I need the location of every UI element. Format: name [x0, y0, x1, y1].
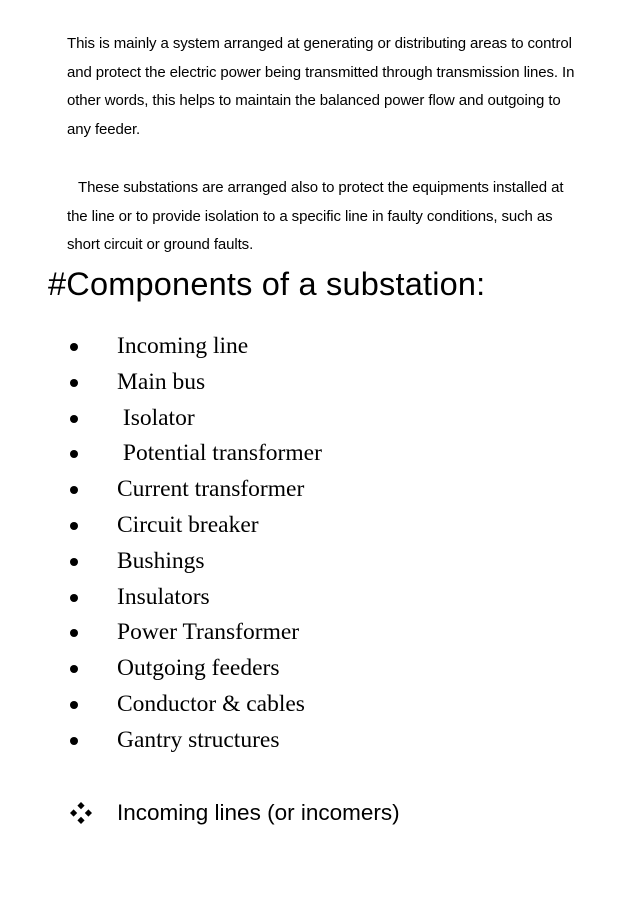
list-item-label: Incoming line — [117, 333, 249, 359]
list-item — [0, 435, 638, 471]
bullet-icon — [70, 343, 78, 351]
list-item — [0, 686, 638, 722]
list-item-label: Bushings — [117, 547, 205, 574]
list-item — [0, 507, 638, 543]
bullet-icon — [70, 629, 78, 637]
list-item-label: Gantry structures — [117, 726, 280, 753]
bullet-icon — [70, 486, 78, 494]
subheading-label: Incoming lines (or incomers) — [117, 800, 400, 825]
protection-paragraph: These substations are arranged also to protect the equipments installed at the line or to provide isolation to a specific line in faulty conditions, such as short circuit or ground faults. — [67, 179, 564, 253]
list-item-label: Current transformer — [117, 476, 305, 503]
list-item — [0, 722, 638, 758]
list-item — [0, 650, 638, 686]
list-item-label: Insulators — [117, 583, 210, 610]
list-item — [0, 579, 638, 615]
bullet-icon — [70, 737, 78, 745]
list-item-label: Main bus — [117, 368, 206, 395]
list-item-label: Power Transformer — [117, 619, 300, 646]
bullet-icon — [70, 522, 78, 530]
list-item — [0, 543, 638, 579]
bullet-icon — [70, 450, 78, 458]
list-item-label: Outgoing feeders — [117, 655, 280, 682]
bullet-icon — [70, 415, 78, 423]
bullet-icon — [70, 701, 78, 709]
bullet-icon — [70, 379, 78, 387]
bullet-icon — [70, 665, 78, 673]
list-item-label: Isolator — [117, 404, 195, 431]
list-item — [0, 471, 638, 507]
components-list — [0, 328, 638, 758]
intro-paragraph: This is mainly a system arranged at generating or distributing areas to control and protect the electric power being transmitted through transmission lines. In other words, this helps to maintain the balanced power flow and outgoing to any feeder. — [67, 35, 575, 138]
components-heading: #Components of a substation: — [48, 266, 486, 302]
diamond-bullet-icon — [70, 802, 92, 824]
list-item-label: Potential transformer — [117, 440, 322, 467]
list-item — [0, 614, 638, 650]
bullet-icon — [70, 558, 78, 566]
bullet-icon — [70, 594, 78, 602]
list-item — [0, 364, 638, 400]
list-item-label: Conductor & cables — [117, 690, 305, 717]
list-item-label: Circuit breaker — [117, 511, 259, 538]
list-item — [0, 400, 638, 436]
list-item — [0, 328, 638, 364]
